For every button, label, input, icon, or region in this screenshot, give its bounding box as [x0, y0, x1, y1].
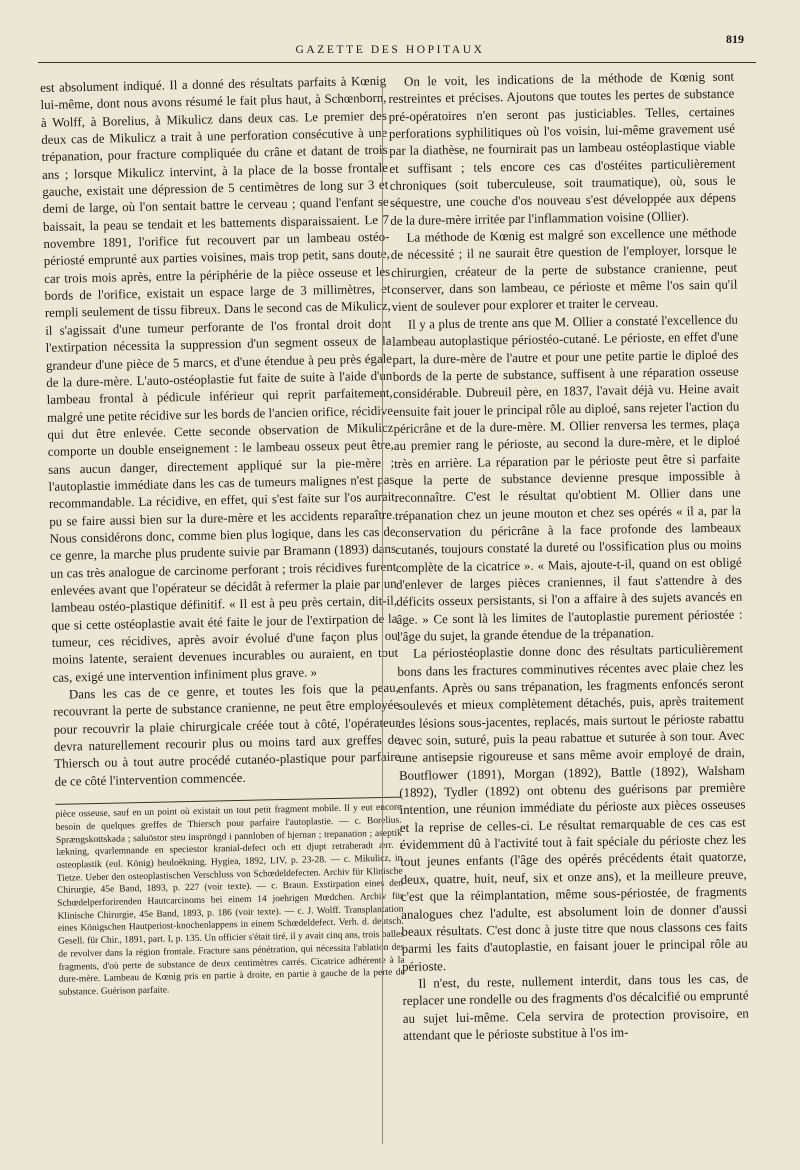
- right-paragraph-1: On le voit, les indications de la méthode de Kœnig sont restreintes et précises. Ajoutons que toutes les pertes de substance pré-opératoires n'en seront pas justiciables. Telles, certaines perforations syphilitiques où l'os voisin, lui-même gravement usé par la diathèse, ne fournirait pas un lambeau ostéoplastique viable et suffisant ; tels encore ces cas d'ostéites particulièrement chroniques (soit tuberculeuse, soit traumatique), où, sous le séquestre, une couche d'os nouveau s'est développée aux dépens de la dure-mère irritée par l'inflammation voisine (Ollier).: [388, 69, 737, 228]
- right-paragraph-4: La périostéoplastie donne donc des résultats particulièrement bons dans les fractures comminutives récentes avec plaie chez les enfants. Après ou sans trépanation, les fragments enfoncés seront soulevés et mieux complètement détachés, puis, après traitement des lésions sous-jacentes, replacés, mais surtout le périoste rabattu avec soin, suturé, puis la peau rabattue et suturée à son tour. Avec une antisepsie rigoureuse et sans même avoir employé de drain, Boutflower (1891), Morgan (1892), Battle (1892), Walsham (1892), Tydler (1892) ont obtenu des guérisons par première intention, une réunion immédiate du périoste aux pièces osseuses et la reprise de celles-ci. Le résultat remarquable de ces cas est évidemment dû à l'activité tout à fait spéciale du périoste chez les tout jeunes enfants (l'âge des opérés précédents était quatorze, deux, quatre, huit, neuf, six et onze ans), et la meilleure preuve, c'est que la réimplantation, même sous-périostée, de fragments analogues chez l'adulte, est absolument loin de donner d'aussi beaux résultats. C'est donc à juste titre que nous classons ces faits parmi les faits d'autoplastie, en faisant jouer le principal rôle au périoste.: [397, 641, 748, 974]
- left-paragraph-2: Dans les cas de ce genre, et toutes les fois que la peau, recouvrant la perte de substance cranienne, ne peut être employée pour recouvrir la plaie chirurgicale créée tout à côté, l'opérateur devra naturellement recourir plus ou moins tard aux greffes de Thiersch ou à tout autre procédé cutanéo-plastique pour parfaire de ce côté l'intervention commencée.: [53, 680, 401, 789]
- right-paragraph-3: Il y a plus de trente ans que M. Ollier a constaté l'excellence du lambeau autoplastique périostéo-cutané. Le périoste, en effet d'une part, la dure-mère de l'autre et pour une petite partie le diploé des bords de la perte de substance, suffisent à une réparation osseuse considérable. Dubreuil père, en 1837, l'avait déjà vu. Heine avait ensuite fait jouer le principal rôle au diploé, sans rejeter l'action du péricrâne et de la dure-mère. M. Ollier renversa les termes, plaça au premier rang le périoste, au second la dure-mère, et le diploé très en arrière. La réparation par le périoste peut être si parfaite que la perte de substance devienne presque impossible à reconnaître. C'est le résultat qu'obtient M. Ollier dans une trépanation chez un jeune mouton et chez ses opérés « il a, par la conservation du péricrâne à la face profonde des lambeaux cutanés, toujours constaté la dureté ou l'ossification plus ou moins complète de la cicatrice ». « Mais, ajoute-t-il, quand on est obligé d'enlever de larges pièces craniennes, il faut s'attendre à des déficits osseux persistants, si l'on a affaire à des sujets avancés en âge. » Ce sont là les limites de l'autoplastie purement périostée : l'âge du sujet, la grande étendue de la trépanation.: [392, 312, 743, 644]
- right-paragraph-5: Il n'est, du reste, nullement interdit, dans tous les cas, de replacer une rondelle ou des fragments d'os décalcifié ou emprunté au sujet lui-même. Cela servira de protection provisoire, en attendant que le périoste substitue à l'os im-: [402, 971, 749, 1043]
- right-paragraph-2: La méthode de Kœnig est malgré son excellence une méthode de nécessité ; il ne saurait être question de l'employer, lorsque le chirurgien, créateur de la perte de substance cranienne, peut conserver, dans son lambeau, ce périoste et même l'os sain qu'il vient de soulever pour explorer et traiter le cerveau.: [390, 225, 738, 315]
- left-paragraph-1: est absolument indiqué. Il a donné des résultats parfaits à Kœnig lui-même, dont nous avons résumé le fait plus haut, à Schœnborn, à Wolff, à Borelius, à Mikulicz dans deux cas. Le premier des deux cas de Mikulicz a trait à une perforation consécutive à une trépanation, pour fracture compliquée du crâne et datant de trois ans ; lorsque Mikulicz intervint, à la place de la bosse frontale gauche, existait une dépression de 5 centimètres de long sur 3 et demi de large, où l'on sentait battre le cerveau ; quand l'enfant se baissait, la peau se tendait et les battements disparaissaient. Le 7 novembre 1891, l'orifice fut recouvert par un lambeau ostéo-périosté emprunté aux parties voisines, mais trop petit, sans doute, car trois mois après, entre la périphérie de la pièce osseuse et les bords de l'orifice, existait un espace large de 3 millimètres, et rempli seulement de tissu fibreux. Dans le second cas de Mikulicz, il s'agissait d'une tumeur perforante de l'os frontal droit dont l'extirpation nécessita la suppression d'un segment osseux de la grandeur d'une pièce de 5 marcs, et d'une étendue à peu près égale de la dure-mère. L'auto-ostéoplastie fut faite de suite à l'aide d'un lambeau frontal à pédicule inférieur qui reprit parfaitement, malgré une petite récidive sur les bords de l'ancien orifice, récidive qui dut être enlevée. Cette seconde observation de Mikulicz comporte un double enseignement : le lambeau osseux peut être, sans aucun danger, directement appliqué sur la pie-mère ; l'autoplastie immédiate dans les cas de tumeurs malignes n'est pas recommandable. La récidive, en effet, qui s'est faite sur l'os aurait pu se faire aussi bien sur la dure-mère et les accidents reparaître. Nous considérons donc, comme bien plus logique, dans les cas de ce genre, la marche plus prudente suivie par Bramann (1893) dans un cas très analogue de carcinome perforant ; trois récidives furent enlevées avant que l'opérateur se décidât à refermer la plaie par un lambeau ostéo-plastique définitif. « Il est à peu près certain, dit-il, que si cette ostéoplastie avait été faite le jour de l'extirpation de la tumeur, ces récidives, après avoir évolué d'une façon plus ou moins latente, seraient devenues incurables ou auraient, en tout cas, exigé une intervention infiniment plus grave. »: [40, 73, 399, 685]
- page-number: 819: [726, 32, 744, 46]
- header-rule: [38, 62, 756, 63]
- left-column: [40, 73, 409, 1160]
- footnotes: [55, 797, 405, 1000]
- column-divider: [382, 84, 383, 1144]
- running-head: GAZETTE DES HOPITAUX: [295, 44, 485, 56]
- right-column: [388, 69, 751, 1154]
- footnote-text: pièce osseuse, sauf en un point où existait un tout petit fragment mobile. Il y eut encore besoin de quelques greffes de Thiersch pour parfaire l'autoplastie. — c. Borelius. Sprængskottskada ; saluöstor steu inspröngd i pannloben of hjernan ; trepanation ; aseptik lækning, qvarlemnande en speciestor kranial-defect och ett djupt retraheradt ærr. ; osteoplastik (eul. König) heuloëkning. Hygiea, 1892, LIV, p. 23-28. — c. Mikulicz, in Tietze. Ueber den osteoplastischen Verschluss von Schœdeldefecten. Archiv für Klinische Chirurgie, 45e Band, 1893, p. 227 (voir texte). — c. Braun. Exstirpation eines den Schœdelperforirenden Hautcarcinoms bei einem 14 joehrigen Mœdchen. Archiv für Klinische Chirurgie, 45e Band, 1893, p. 186 (voir texte). — c. J. Wolff. Transplantation eines Königschen Hautperiost-knochenlappens in einem Schœdeldefect. Verh. d. deutsch. Gesell. für Chir., 1891, part. I, p. 135. Un officier s'était tiré, il y avait cinq ans, trois balles de revolver dans la région frontale. Fracture sans pénétration, qui nécessita l'ablation des fragments, d'où perte de substance de deux centimètres carrés. Cicatrice adhérente à la dure-mère. Lambeau de Kœnig pris en partie à droite, en partie à gauche de la perte de substance. Guérison parfaite.: [55, 802, 405, 998]
